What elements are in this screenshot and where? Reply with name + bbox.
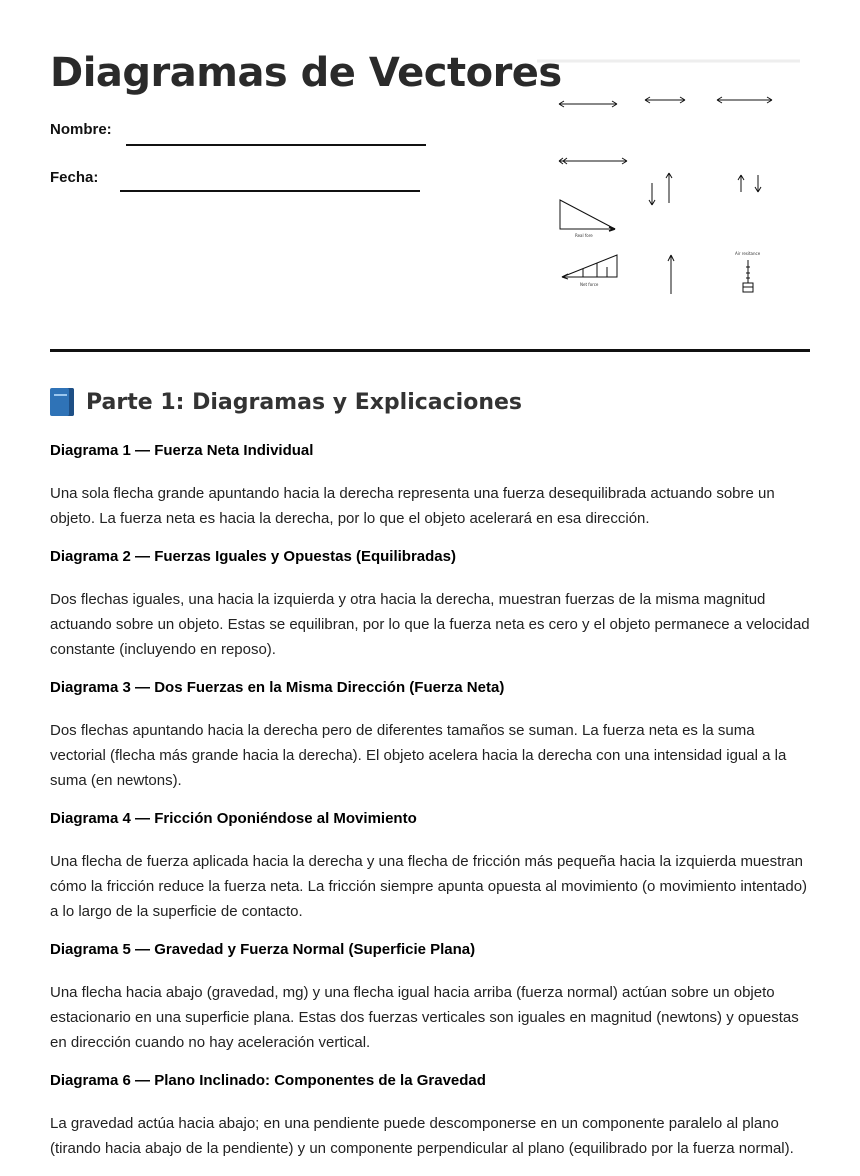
diagram-text: Dos flechas iguales, una hacia la izquierda y otra hacia la derecha, muestran fuerzas de la misma magnitud actuando sobre un objeto. Estas se equilibran, por lo que la fuerza neta es cero y el objeto permanece a velocidad constante (incluyendo en reposo). [50,591,810,658]
diagram-text: Dos flechas apuntando hacia la derecha pero de diferentes tamaños se suman. La fuerza neta es la suma vectorial (flecha más grande hacia la derecha). El objeto acelera hacia la derecha con una intensidad igual a la suma (en newtons). [50,722,787,789]
diagram-heading: Diagrama 3 — Dos Fuerzas en la Misma Dirección (Fuerza Neta) [50,679,505,696]
diagram-item [50,677,810,793]
vertical-pair-1 [649,173,672,205]
diagram-item [50,1070,810,1161]
diagram-text: Una flecha hacia abajo (gravedad, mg) y una flecha igual hacia arriba (fuerza normal) actúan sobre un objeto estacionario en una superficie plana. Estas dos fuerzas verticales son iguales en magnitud (newtons) y opuestas en dirección cuando no hay aceleración vertical. [50,984,799,1051]
ramp-label: Net force [580,282,599,287]
diagram-heading: Diagrama 2 — Fuerzas Iguales y Opuestas (Equilibradas) [50,548,456,565]
name-label: Nombre: [50,121,112,138]
diagram-text: La gravedad actúa hacia abajo; en una pendiente puede descomponerse en un componente paralelo al plano (tirando hacia abajo de la pendiente) y un componente perpendicular al plano (equilibrado por la fuerza normal). [50,1115,794,1157]
name-field-line[interactable] [126,144,426,146]
diagram-text: Una flecha de fuerza aplicada hacia la derecha y una flecha de fricción más pequeña hacia la izquierda muestran cómo la fricción reduce la fuerza neta. La fricción siempre apunta opuesta al movimiento (o movimiento intentado) a lo largo de la superficie de contacto. [50,853,808,920]
section-title: Parte 1: Diagramas y Explicaciones [86,389,523,415]
header-divider [50,349,810,352]
diagram-item [50,808,810,924]
diagram-heading: Diagrama 5 — Gravedad y Fuerza Normal (Superficie Plana) [50,941,476,958]
right-arrow-long [559,158,627,164]
book-icon [50,388,74,416]
incline-triangle [560,200,615,231]
diagram-text: Una sola flecha grande apuntando hacia la derecha representa una fuerza desequilibrada actuando sobre un objeto. La fuerza neta es hacia la derecha, por lo que el objeto acelerará en esa dirección. [50,485,775,527]
up-arrow-long [668,255,674,294]
double-arrow-3 [717,97,772,103]
date-label: Fecha: [50,169,99,186]
incline-label: Real fore [575,233,593,238]
double-arrow-2 [645,97,685,103]
diagram-item [50,939,810,1055]
double-arrow-1 [559,101,617,107]
diagram-item [50,546,810,662]
vertical-pair-2 [738,175,761,192]
page-title: Diagramas de Vectores [50,50,562,96]
parachute-label: Air resitance [735,251,761,256]
diagram-heading: Diagrama 1 — Fuerza Neta Individual [50,442,314,459]
falling-object [743,260,753,292]
diagram-item [50,440,810,531]
diagram-heading: Diagrama 6 — Plano Inclinado: Componentes de la Gravedad [50,1072,486,1089]
vector-diagrams-figure [535,55,803,305]
section-heading [50,388,522,416]
ramp-diagram [562,255,617,279]
diagram-list [50,440,810,1176]
diagram-heading: Diagrama 4 — Fricción Oponiéndose al Movimiento [50,810,417,827]
date-field-line[interactable] [120,190,420,192]
